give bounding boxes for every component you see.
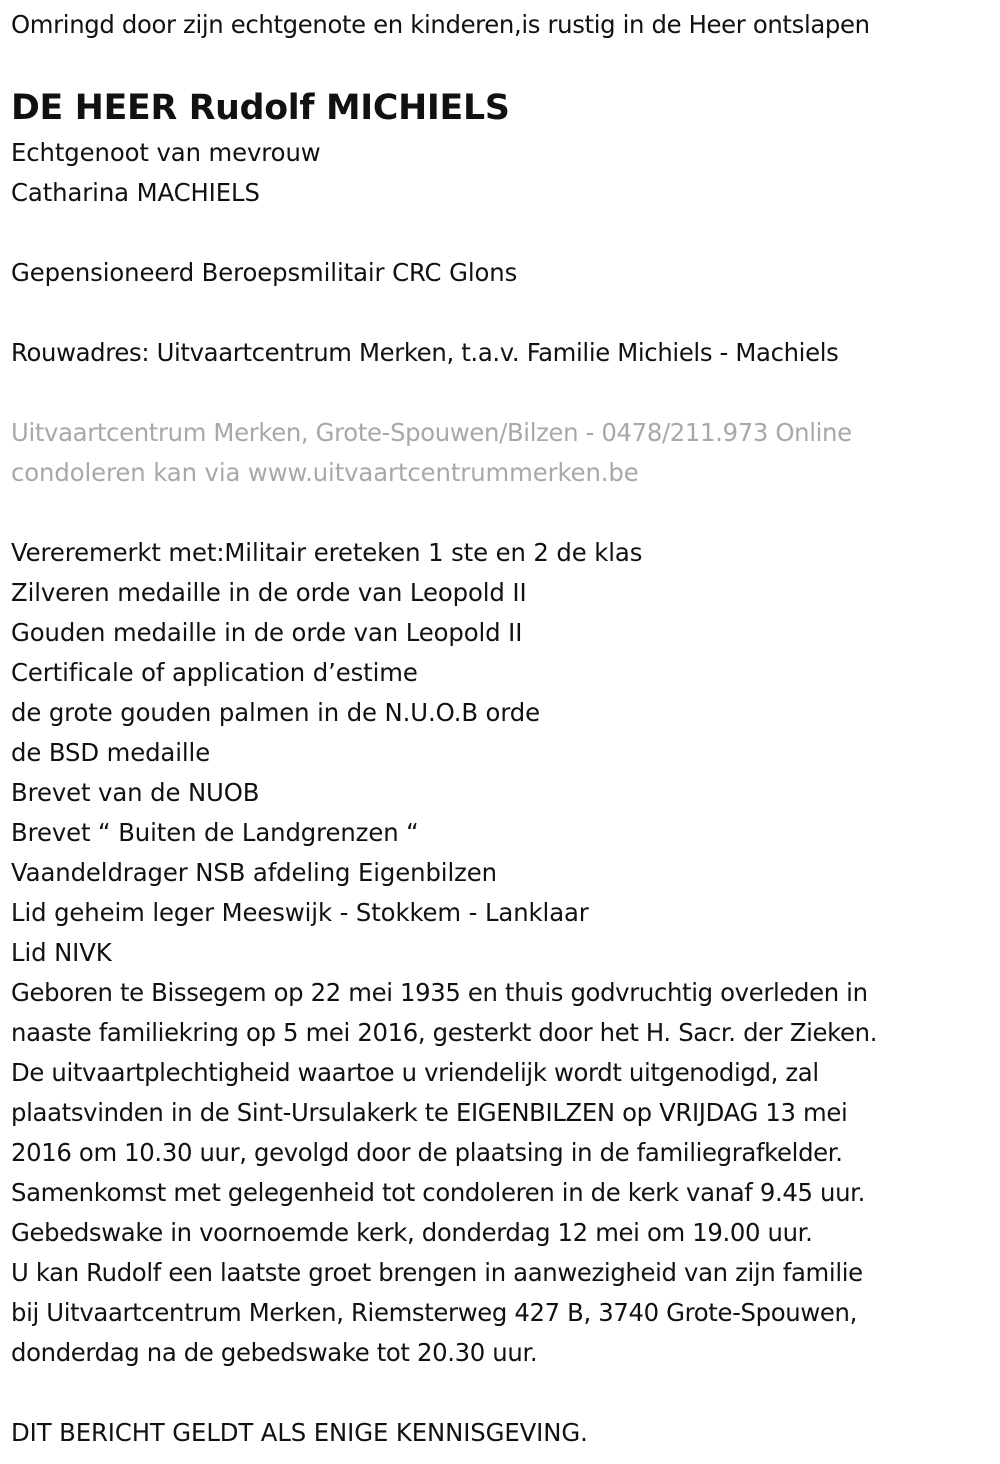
spacer	[11, 373, 996, 413]
spacer	[11, 1373, 996, 1413]
funeral-home-line-2: condoleren kan via www.uitvaartcentrummerken.be	[11, 458, 639, 487]
announcement-line: naaste familiekring op 5 mei 2016, gesterkt door het H. Sacr. der Zieken.	[11, 1018, 878, 1047]
honor-item: de BSD medaille	[11, 738, 211, 767]
honors-list	[11, 533, 996, 973]
honor-item: Brevet “ Buiten de Landgrenzen “	[11, 818, 419, 847]
honor-item: Vereremerkt met:Militair ereteken 1 ste en 2 de klas	[11, 538, 643, 567]
spouse-line-2: Catharina MACHIELS	[11, 178, 260, 207]
intro-text: Omringd door zijn echtgenote en kinderen,is rustig in de Heer ontslapen	[11, 10, 870, 39]
announcement-line: De uitvaartplechtigheid waartoe u vriendelijk wordt uitgenodigd, zal	[11, 1058, 819, 1087]
spacer	[11, 293, 996, 333]
announcement-line: Gebedswake in voornoemde kerk, donderdag 12 mei om 19.00 uur.	[11, 1218, 813, 1247]
announcement-line: plaatsvinden in de Sint-Ursulakerk te EIGENBILZEN op VRIJDAG 13 mei	[11, 1098, 848, 1127]
announcement-line: 2016 om 10.30 uur, gevolgd door de plaatsing in de familiegrafkelder.	[11, 1138, 843, 1167]
profession-text: Gepensioneerd Beroepsmilitair CRC Glons	[11, 258, 518, 287]
deceased-name: DE HEER Rudolf MICHIELS	[11, 88, 510, 128]
announcement-line: donderdag na de gebedswake tot 20.30 uur.	[11, 1338, 538, 1367]
honor-item: Brevet van de NUOB	[11, 778, 260, 807]
honor-item: Lid geheim leger Meeswijk - Stokkem - Lanklaar	[11, 898, 589, 927]
announcement-line: bij Uitvaartcentrum Merken, Riemsterweg 427 B, 3740 Grote-Spouwen,	[11, 1298, 857, 1327]
honor-item: Gouden medaille in de orde van Leopold II	[11, 618, 523, 647]
announcement-text	[11, 973, 996, 1373]
honor-item: Certificale of application d’estime	[11, 658, 418, 687]
funeral-home-line-1: Uitvaartcentrum Merken, Grote-Spouwen/Bilzen - 0478/211.973 Online	[11, 418, 852, 447]
announcement-line: U kan Rudolf een laatste groet brengen in aanwezigheid van zijn familie	[11, 1258, 863, 1287]
spouse-line-1: Echtgenoot van mevrouw	[11, 138, 321, 167]
honor-item: de grote gouden palmen in de N.U.O.B orde	[11, 698, 541, 727]
closing-text: DIT BERICHT GELDT ALS ENIGE KENNISGEVING.	[11, 1418, 588, 1447]
spacer	[11, 493, 996, 533]
spacer	[11, 213, 996, 253]
obituary-notice	[11, 0, 996, 1453]
rouwadres-text: Rouwadres: Uitvaartcentrum Merken, t.a.v. Familie Michiels - Machiels	[11, 338, 839, 367]
honor-item: Zilveren medaille in de orde van Leopold II	[11, 578, 527, 607]
honor-item: Vaandeldrager NSB afdeling Eigenbilzen	[11, 858, 497, 887]
honor-item: Lid NIVK	[11, 938, 112, 967]
announcement-line: Samenkomst met gelegenheid tot condoleren in de kerk vanaf 9.45 uur.	[11, 1178, 865, 1207]
announcement-line: Geboren te Bissegem op 22 mei 1935 en thuis godvruchtig overleden in	[11, 978, 868, 1007]
